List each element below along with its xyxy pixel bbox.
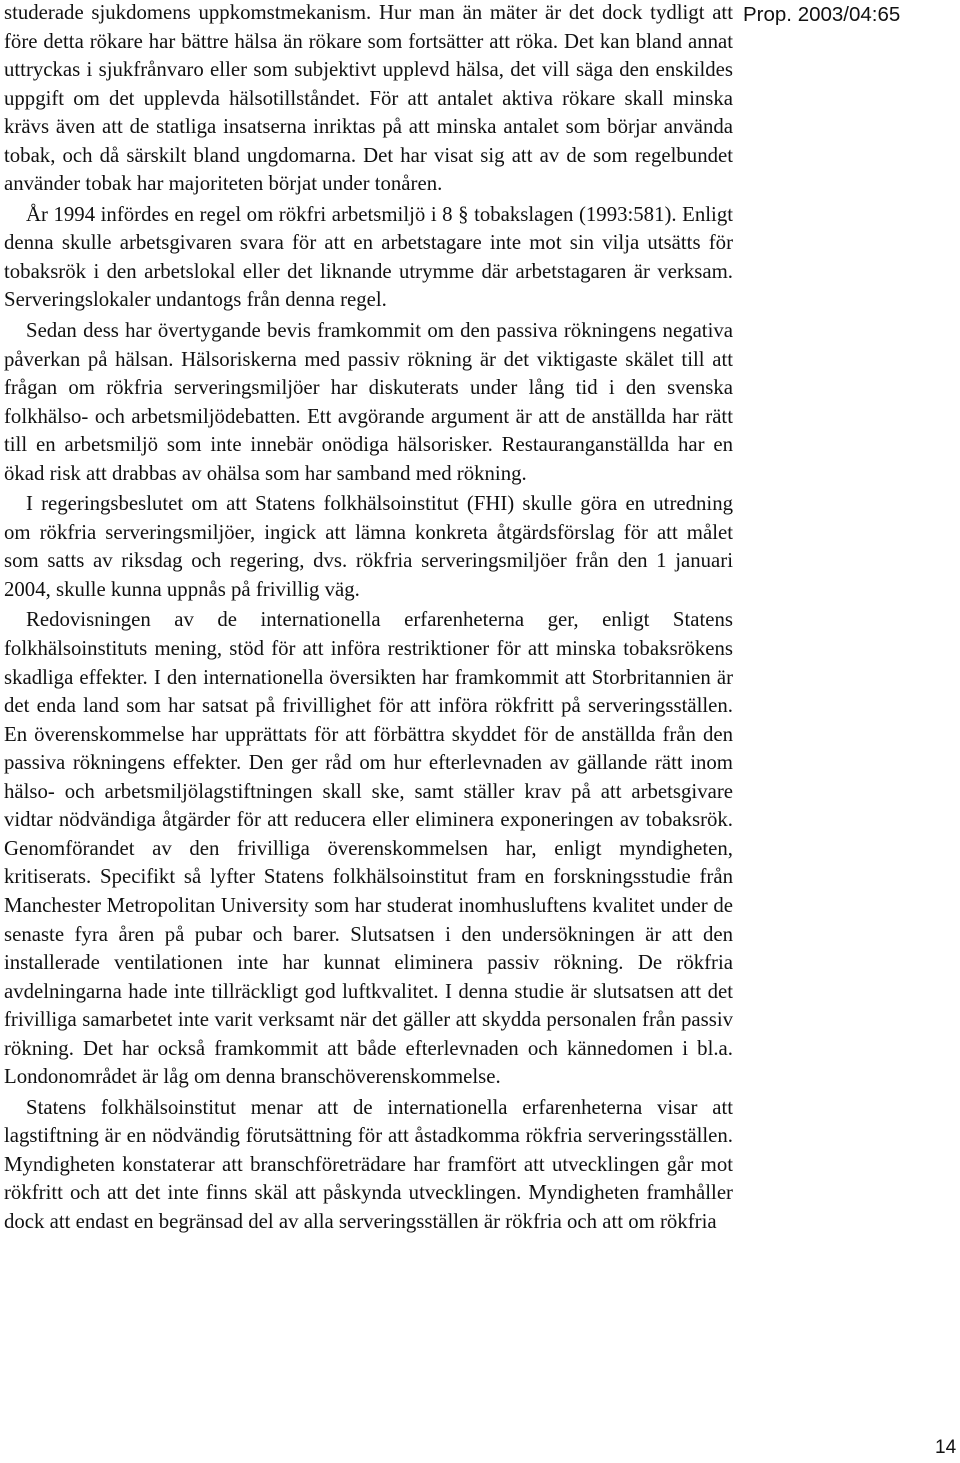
- paragraph-smoke-free-workplace-rule: År 1994 infördes en regel om rökfri arbetsmiljö i 8 § tobakslagen (1993:581). Enligt denna skulle arbetsgivaren svara för att en arbetstagare inte mot sin vilja utsätts för tobaksrök i den arbetslokal eller det liknande utrymme där arbetstagaren är verksam. Serveringslokaler undantogs från denna regel.: [4, 202, 733, 312]
- paragraph-international-experience: Redovisningen av de internationella erfarenheterna ger, enligt Statens folkhälsoinstituts mening, stöd för att införa restriktioner för att minska tobaksrökens skadliga effekter. I den internationella översikten har framkommit att Storbritannien är det enda land som har satsat på frivillighet för att införa rökfritt på serveringsställen. En överenskommelse har upprättats för att förbättra skyddet för de anställda från den passiva rökningens effekter. Den ger råd om hur efterlevnaden av gällande rätt inom hälso- och arbetsmiljölagstiftningen skall ske, samt ställer krav på att arbetsgivare vidtar nödvändiga åtgärder för att reducera eller eliminera exponeringen av tobaksrök. Genomförandet av den frivilliga överenskommelsen har, enligt myndigheten, kritiserats. Specifikt så lyfter Statens folkhälsoinstitut fram en forskningsstudie från Manchester Metropolitan University som har studerat inomhusluftens kvalitet under de senaste fyra åren på pubar och barer. Slutsatsen i den undersökningen är att den installerade ventilationen inte har kunnat eliminera passiv rökning. De rökfria avdelningarna hade inte tillräckligt god luftkvalitet. I denna studie är slutsatsen att det frivilliga samarbetet inte varit verksamt när det gäller att skydda personalen från passiv rökning. Det har också framkommit att både efterlevnaden och kännedomen i bl.a. Londonområdet är låg om denna branschöverenskommelse.: [4, 608, 733, 1089]
- paragraph-government-decision: I regeringsbeslutet om att Statens folkhälsoinstitut (FHI) skulle göra en utredning om rökfria serveringsmiljöer, ingick att lämna konkreta åtgärdsförslag för att målet som satts av riksdag och regering, dvs. rökfria serveringsmiljöer från den 1 januari 2004, skulle kunna uppnås på frivillig väg.: [4, 492, 733, 601]
- body-text: [4, 0, 733, 1239]
- page-number: 14: [935, 1437, 957, 1458]
- paragraph-continuation: studerade sjukdomens uppkomstmekanism. Hur man än mäter är det dock tydligt att före detta rökare har bättre hälsa än rökare som fortsätter att röka. Det kan bland annat uttryckas i sjukfrånvaro eller som subjektivt upplevd hälsa, det vill säga den enskildes uppgift om det upplevda hälsotillståndet. För att antalet aktiva rökare skall minska krävs även att de statliga insatserna inriktas på att minska antalet som börjar använda tobak, och då särskilt bland ungdomarna. Det har visat sig att av de som regelbundet använder tobak har majoriteten börjat under tonåren.: [4, 1, 733, 196]
- paragraph-passive-smoking-evidence: Sedan dess har övertygande bevis framkommit om den passiva rökningens negativa påverkan på hälsan. Hälsoriskerna med passiv rökning är det viktigaste skälet till att frågan om rökfria serveringsmiljöer har diskuterats under lång tid i den svenska folkhälso- och arbetsmiljödebatten. Ett avgörande argument är att de anställda har rätt till en arbetsmiljö som inte innebär onödiga hälsorisker. Restauranganställda har en ökad risk att drabbas av ohälsa som har samband med rökning.: [4, 319, 733, 485]
- paragraph-legislation-necessity: Statens folkhälsoinstitut menar att de internationella erfarenheterna visar att lagstiftning är en nödvändig förutsättning för att åstadkomma rökfria serveringsställen. Myndigheten konstaterar att branschföreträdare har framfört att utvecklingen går mot rökfritt och att det inte finns skäl att påskynda utvecklingen. Myndigheten framhåller dock att endast en begränsad del av alla serveringsställen är rökfria och att om rökfria: [4, 1095, 733, 1233]
- document-reference: Prop. 2003/04:65: [743, 3, 901, 26]
